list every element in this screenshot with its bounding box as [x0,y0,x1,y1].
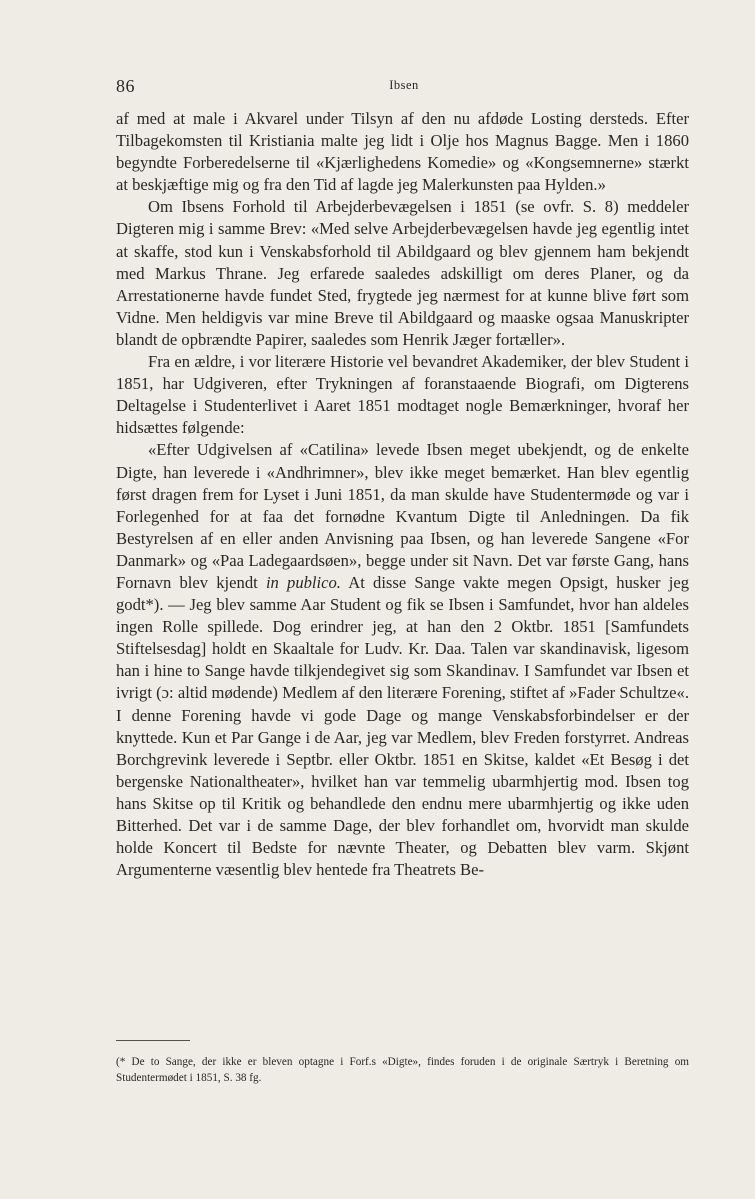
footnote: (* De to Sange, der ikke er bleven optagne i Forf.s «Digte», findes foruden i de originale Særtryk i Beretning om Studentermødet i 1851, S. 38 fg. [116,1056,689,1084]
quote-text-part-2: At disse Sange vakte megen Opsigt, husker jeg godt*). — Jeg blev samme Aar Student og fik se Ibsen i Samfundet, hvor han aldeles ingen Rolle spillede. Dog erindrer jeg, at han den 2 Oktbr. 1851 [Samfundets Stiftelsesdag] holdt en Skaaltale for Ludv. Kr. Daa. Talen var skandinavisk, ligesom han i hine to Sange havde tilkjendegivet sig som Skandinav. I Samfundet var Ibsen et ivrigt (ɔ: altid mødende) Medlem af den literære Forening, stiftet af »Fader Schultze«. I denne Forening havde vi gode Dage og mange Venskabsforbindelser er der knyttede. Kun et Par Gange i de Aar, jeg var Medlem, blev Freden forstyrret. Andreas Borchgrevink leverede i Septbr. eller Oktbr. 1851 en Skitse, kaldet «Et Besøg i det bergenske Nationaltheater», hvilket han var temmelig ubarmhjertig mod. Ibsen tog hans Skitse op til Kritik og behandlede den endnu mere ubarmhjertig og ikke uden Bitterhed. Det var i de samme Dage, der blev forhandlet om, hvorvidt man skulde holde Koncert til Bedste for nævnte Theater, og Debatten blev varm. Skjønt Argumenterne væsentlig blev hentede fra Theatrets Be- [116,572,689,880]
paragraph-akademiker: Fra en ældre, i vor literære Historie vel bevandret Akademiker, der blev Student i 1851, har Udgiveren, efter Trykningen af foranstaaende Biografi, om Digterens Deltagelse i Studenterlivet i Aaret 1851 modtaget nogle Bemærkninger, hvoraf her hidsættes følgende: [116,352,689,438]
paragraph-quote [116,439,689,881]
quote-text-part-1: «Efter Udgivelsen af «Catilina» levede Ibsen meget ubekjendt, og de enkelte Digte, han leverede i «Andhrimner», blev ikke meget bemærket. Han blev egentlig først dragen frem for Lyset i Juni 1851, da man skulde have Studentermøde og var i Forlegenhed for at faa det fornødne Kvantum Digte til Anledningen. Da fik Bestyrelsen af en eller anden Anvisning paa Ibsen, og han leverede Sangene «For Danmark» og «Paa Ladegaardsøen», begge under sit Navn. Det var første Gang, hans Fornavn blev kjendt [116,440,689,592]
paragraph-continuation: af med at male i Akvarel under Tilsyn af den nu afdøde Losting dersteds. Efter Tilbagekomsten til Kristiania malte jeg lidt i Olje hos Magnus Bagge. Men i 1860 begyndte Forberedelserne til «Kjærlighedens Komedie» og «Kongsemnerne» stærkt at beskjæftige mig og fra den Tid af lagde jeg Malerkunsten paa Hylden.» [116,109,689,195]
running-head [116,76,692,96]
footnote-divider [116,1040,190,1041]
running-title: Ibsen [389,78,419,92]
paragraph-arbejderbevaegelsen: Om Ibsens Forhold til Arbejderbevægelsen i 1851 (se ovfr. S. 8) meddeler Digteren mig i samme Brev: «Med selve Arbejderbevægelsen havde jeg egentlig intet at skaffe, stod kun i Venskabsforhold til Abildgaard og blev gjennem ham bekjendt med Markus Thrane. Jeg erfarede saaledes adskilligt om deres Planer, og da Arrestationerne havde fundet Sted, frygtede jeg nærmest for at kunne blive ført som Vidne. Men heldigvis var mine Breve til Abildgaard og maaske ogsaa Manuskripter blandt de opbrændte Papirer, saaledes som Henrik Jæger fortæller». [116,197,689,349]
body-text [116,108,689,881]
page-number: 86 [116,76,135,96]
quote-italic-phrase: in publico. [265,572,341,592]
